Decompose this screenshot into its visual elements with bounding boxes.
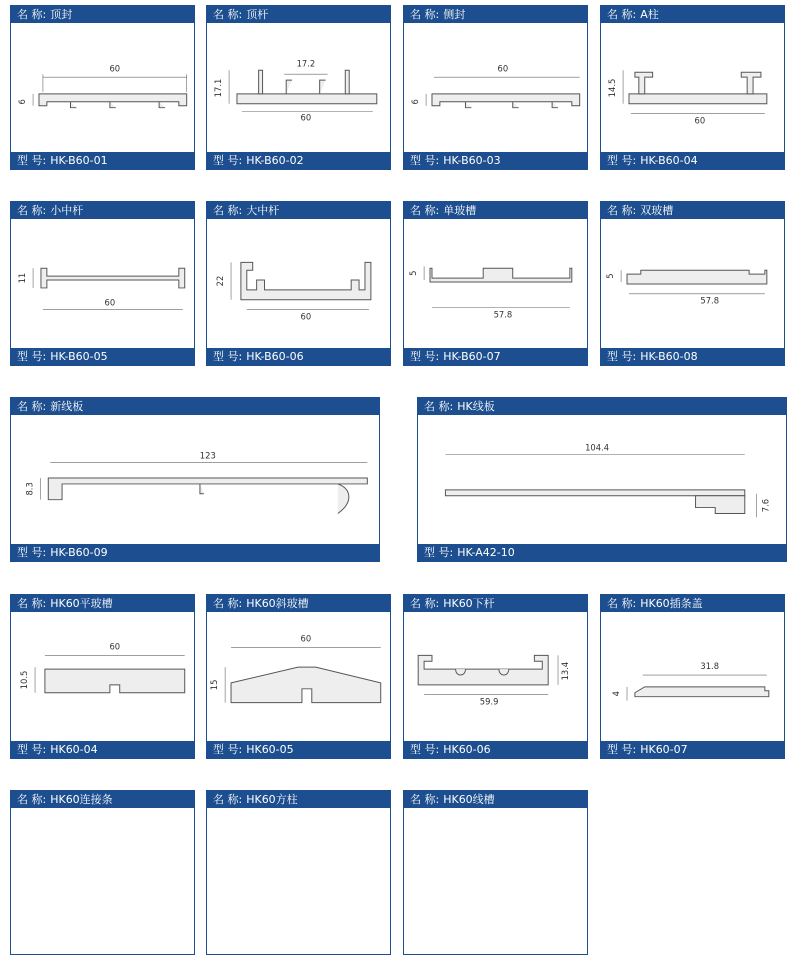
profile-model: HK-B60-09 [50,546,108,559]
profile-card [403,201,588,366]
card-model-bar: 型 号: HK60-04 [11,741,194,758]
dimension-label: 13.4 [559,661,570,681]
card-name-bar: 名 称: HK60插条盖 [601,595,784,612]
dimension-label: 4 [611,691,622,697]
card-name-bar: 名 称: 单玻槽 [404,202,587,219]
profile-drawing [601,612,784,741]
profile-card [600,594,785,759]
dimension-label: 104.4 [585,442,610,453]
dimension-label: 10.5 [19,670,30,690]
profile-name: 双玻槽 [640,204,674,217]
dimension-label: 57.8 [700,295,720,306]
profile-model: HK-B60-03 [443,154,501,167]
card-name-bar: 名 称: A柱 [601,6,784,23]
dimension-label: 8.3 [24,482,35,496]
dimension-label: 14.5 [607,78,618,98]
card-model-bar: 型 号: HK-B60-08 [601,348,784,365]
card-name-bar: 名 称: HK60下杆 [404,595,587,612]
card-model-bar: 型 号: HK60-05 [207,741,390,758]
profile-card [10,397,380,562]
card-model-bar: 型 号: HK-B60-06 [207,348,390,365]
profile-drawing [404,23,587,152]
profile-drawing [11,415,379,544]
profile-model: HK60-06 [443,743,491,756]
card-name-bar: 名 称: 顶封 [11,6,194,23]
profile-card [403,5,588,170]
dimension-label: 17.2 [296,58,316,69]
profile-name: HK60下杆 [443,597,495,610]
profile-drawing [207,23,390,152]
dimension-label: 60 [109,641,121,652]
profile-name: 大中杆 [246,204,280,217]
profile-card [600,201,785,366]
card-model-bar: 型 号: HK-B60-09 [11,544,379,561]
dimension-label: 60 [694,115,706,126]
profile-drawing [11,612,194,741]
dimension-label: 59.9 [479,696,499,707]
card-name-bar: 名 称: HK线板 [418,398,786,415]
profile-drawing [207,612,390,741]
profile-name: HK60线槽 [443,793,495,806]
dimension-label: 5 [408,270,419,276]
profile-card [403,594,588,759]
dimension-label: 60 [300,633,312,644]
profile-model: HK60-07 [640,743,688,756]
dimension-label: 7.6 [760,498,771,513]
dimension-label: 60 [300,311,312,322]
card-name-bar: 名 称: 侧封 [404,6,587,23]
profile-name: HK60方柱 [246,793,298,806]
profile-model: HK-B60-06 [246,350,304,363]
profile-model: HK-B60-02 [246,154,304,167]
profile-model: HK-B60-08 [640,350,698,363]
profile-name: HK线板 [457,400,495,413]
card-model-bar: 型 号: HK-B60-07 [404,348,587,365]
card-model-bar: 型 号: HK-A42-10 [418,544,786,561]
profile-card [10,594,195,759]
profile-model: HK-B60-07 [443,350,501,363]
card-model-bar: 型 号: HK-B60-01 [11,152,194,169]
card-name-bar: 名 称: 大中杆 [207,202,390,219]
profile-drawing [207,219,390,348]
profile-model: HK60-04 [50,743,98,756]
profile-name: 顶杆 [246,8,269,21]
card-name-bar: 名 称: HK60线槽 [404,791,587,808]
card-model-bar: 型 号: HK-B60-03 [404,152,587,169]
card-model-bar: 型 号: HK-B60-05 [11,348,194,365]
dimension-label: 15 [209,679,220,691]
card-model-bar: 型 号: HK-B60-04 [601,152,784,169]
profile-name: 小中杆 [50,204,84,217]
profile-card [403,790,588,955]
dimension-label: 17.1 [213,78,224,98]
dimension-label: 6 [17,99,28,105]
dimension-label: 22 [215,275,226,287]
profile-card [206,594,391,759]
card-name-bar: 名 称: 双玻槽 [601,202,784,219]
dimension-label: 57.8 [493,309,513,320]
profile-model: HK-B60-05 [50,350,108,363]
profile-card [10,790,195,955]
dimension-label: 60 [300,112,312,123]
card-model-bar: 型 号: HK60-07 [601,741,784,758]
profile-name: 新线板 [50,400,84,413]
dimension-label: 31.8 [700,661,720,672]
profile-name: HK60插条盖 [640,597,703,610]
profile-card [206,5,391,170]
profile-name: 侧封 [443,8,466,21]
profile-drawing [11,23,194,152]
card-name-bar: 名 称: HK60方柱 [207,791,390,808]
dimension-label: 123 [199,450,216,461]
profile-name: 单玻槽 [443,204,477,217]
profile-drawing [418,415,786,544]
profile-name: 顶封 [50,8,73,21]
profile-drawing [11,219,194,348]
profile-name: HK60平玻槽 [50,597,113,610]
profile-card [206,201,391,366]
profile-card [417,397,787,562]
profile-name: HK60连接条 [50,793,113,806]
dimension-label: 60 [497,63,509,74]
card-name-bar: 名 称: HK60连接条 [11,791,194,808]
profile-model: HK-B60-01 [50,154,108,167]
card-model-bar: 型 号: HK60-06 [404,741,587,758]
profile-name: A柱 [640,8,659,21]
card-name-bar: 名 称: 顶杆 [207,6,390,23]
profile-drawing [601,23,784,152]
profile-card [600,5,785,170]
dimension-label: 5 [605,273,616,279]
profile-model: HK-B60-04 [640,154,698,167]
profile-drawing [404,612,587,741]
card-name-bar: 名 称: HK60平玻槽 [11,595,194,612]
dimension-label: 60 [109,63,121,74]
card-name-bar: 名 称: HK60斜玻槽 [207,595,390,612]
profile-card [10,5,195,170]
profile-model: HK60-05 [246,743,294,756]
card-name-bar: 名 称: 新线板 [11,398,379,415]
dimension-label: 11 [17,272,28,284]
profile-model: HK-A42-10 [457,546,515,559]
profile-drawing [601,219,784,348]
profile-card [10,201,195,366]
profile-drawing [404,219,587,348]
dimension-label: 60 [104,297,116,308]
card-name-bar: 名 称: 小中杆 [11,202,194,219]
profile-card [206,790,391,955]
card-model-bar: 型 号: HK-B60-02 [207,152,390,169]
dimension-label: 6 [410,99,421,105]
profile-name: HK60斜玻槽 [246,597,309,610]
